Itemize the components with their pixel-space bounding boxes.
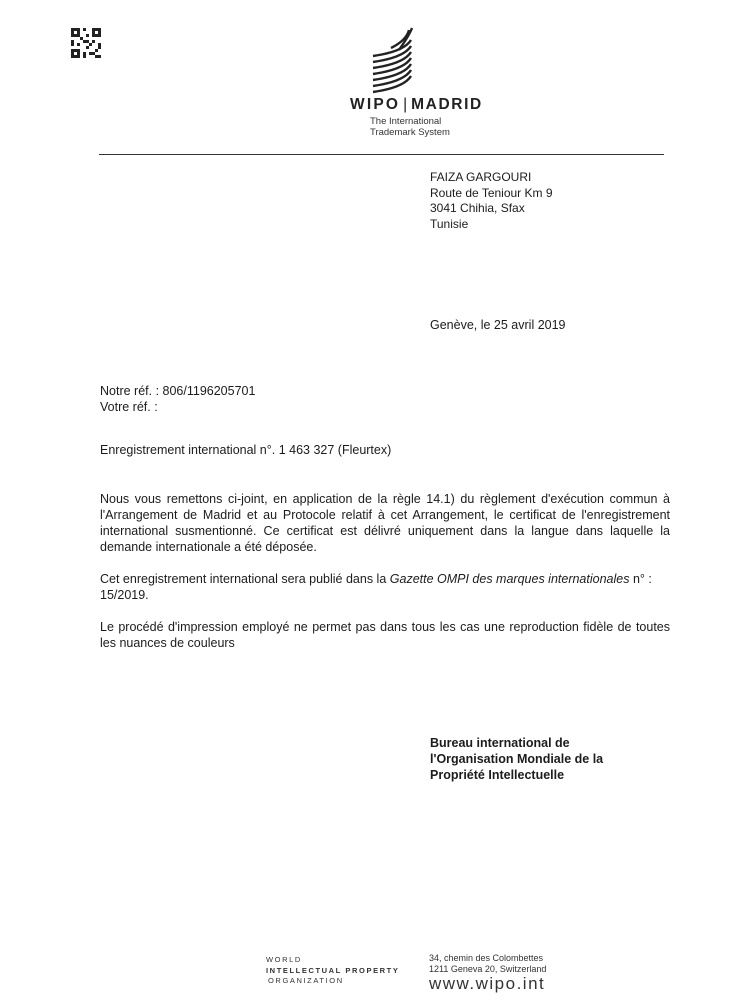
brand-madrid: MADRID <box>411 96 483 113</box>
brand-separator: | <box>403 96 408 113</box>
recipient-name: FAIZA GARGOURI <box>430 170 532 184</box>
recipient-city: 3041 Chihia, Sfax <box>430 201 525 215</box>
footer-org-line-3: ORGANIZATION <box>268 976 344 985</box>
letter-date: Genève, le 25 avril 2019 <box>430 318 566 332</box>
signature-block <box>430 735 603 783</box>
body-paragraph-1: Nous vous remettons ci-joint, en application de la règle 14.1) du règlement d'exécution commun à l'Arrangement de Madrid et au Protocole relatif à cet Arrangement, le certificat de l'enregistrement international susmentionné. Ce certificat est délivré uniquement dans la langue dans laquelle la demande internationale a été déposée. <box>100 492 670 554</box>
header-divider <box>99 154 664 155</box>
signature-line-3: Propriété Intellectuelle <box>430 768 565 782</box>
body-paragraph-2 <box>100 571 670 603</box>
references <box>100 383 255 415</box>
footer-address <box>429 953 546 974</box>
tagline-line-2: Trademark System <box>370 127 450 138</box>
qr-code-icon <box>71 28 101 58</box>
gazette-title: Gazette OMPI des marques internationales <box>389 572 630 586</box>
signature-line-1: Bureau international de <box>430 736 570 750</box>
signature-line-2: l'Organisation Mondiale de la <box>430 752 604 766</box>
brand-tagline <box>370 116 450 138</box>
recipient-country: Tunisie <box>430 216 469 231</box>
footer-website-link[interactable]: www.wipo.int <box>429 974 546 993</box>
footer-org-line-2: INTELLECTUAL PROPERTY <box>266 965 400 975</box>
p2-text-start: Cet enregistrement international sera publié dans la <box>100 572 390 586</box>
recipient-address <box>430 170 553 232</box>
letter-subject: Enregistrement international n°. 1 463 327 (Fleurtex) <box>100 443 392 457</box>
tagline-line-1: The International <box>370 116 442 127</box>
brand-wipo: WIPO <box>350 96 401 113</box>
footer-address-line-1: 34, chemin des Colombettes <box>429 953 544 963</box>
our-reference: Notre réf. : 806/1196205701 <box>100 384 256 398</box>
footer-organization <box>266 955 399 987</box>
wipo-logo-icon <box>371 26 415 96</box>
brand-wordmark <box>350 96 483 114</box>
p2-text-end: n° : 15/2019. <box>100 572 652 602</box>
body-paragraph-3: Le procédé d'impression employé ne permet pas dans tous les cas une reproduction fidèle de toutes les nuances de couleurs <box>100 620 670 650</box>
footer-org-line-1: WORLD <box>266 955 302 964</box>
your-reference: Votre réf. : <box>100 400 158 414</box>
footer-address-line-2: 1211 Geneva 20, Switzerland <box>429 963 547 974</box>
recipient-street: Route de Teniour Km 9 <box>430 185 553 200</box>
